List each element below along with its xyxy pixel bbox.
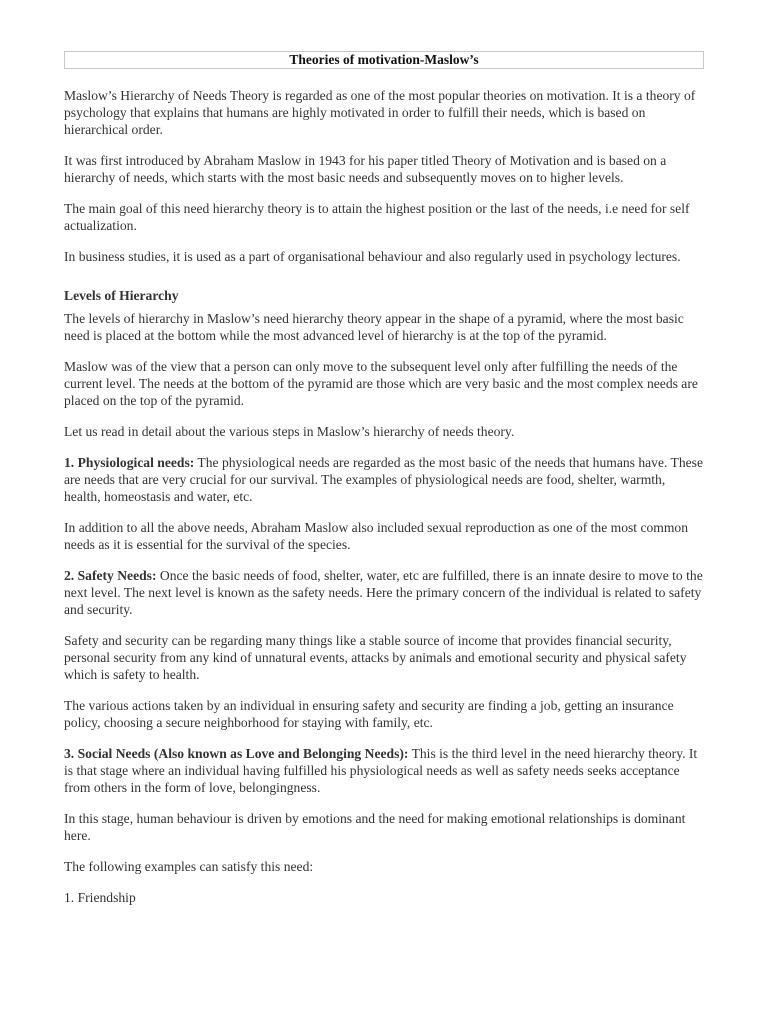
levels-paragraph-2: Maslow was of the view that a person can only move to the subsequent level only after fulfilling the needs of the current level. The needs at the bottom of the pyramid are those which are very basic and the most complex needs are placed on the top of the pyramid. (64, 359, 698, 408)
physiological-extra: In addition to all the above needs, Abraham Maslow also included sexual reproduction as one of the most common needs as it is essential for the survival of the species. (64, 520, 689, 552)
social-extra-1: In this stage, human behaviour is driven by emotions and the need for making emotional relationships is dominant here. (64, 811, 686, 843)
physiological-text: The physiological needs are regarded as the most basic of the needs that humans have. These are needs that are very crucial for our survival. The examples of physiological needs are food, shelter, warmth, health, homeostasis and water, etc. (64, 455, 704, 504)
physiological-label: 1. Physiological needs: (64, 455, 195, 470)
safety-text: Once the basic needs of food, shelter, water, etc are fulfilled, there is an innate desire to move to the next level. The next level is known as the safety needs. Here the primary concern of the individual is related to safety and security. (64, 568, 703, 617)
safety-extra-2: The various actions taken by an individual in ensuring safety and security are finding a job, getting an insurance policy, choosing a secure neighborhood for staying with family, etc. (64, 698, 674, 730)
levels-paragraph-1: The levels of hierarchy in Maslow’s need hierarchy theory appear in the shape of a pyramid, where the most basic need is placed at the bottom while the most advanced level of hierarchy is at the top of the pyramid. (64, 311, 684, 343)
safety-label: 2. Safety Needs: (64, 568, 157, 583)
levels-paragraph-3: Let us read in detail about the various steps in Maslow’s hierarchy of needs theory. (64, 424, 515, 439)
safety-paragraph (64, 567, 704, 618)
social-extra-2: The following examples can satisfy this need: (64, 859, 314, 874)
intro-paragraph-1: Maslow’s Hierarchy of Needs Theory is regarded as one of the most popular theories on motivation. It is a theory of psychology that explains that humans are highly motivated in order to fulfill their needs, which is based on hierarchical order. (64, 88, 696, 137)
intro-paragraph-3: The main goal of this need hierarchy theory is to attain the highest position or the last of the needs, i.e need for self actualization. (64, 201, 690, 233)
list-item: 1. Friendship (64, 890, 136, 905)
intro-paragraph-4: In business studies, it is used as a part of organisational behaviour and also regularly used in psychology lectures. (64, 249, 681, 264)
intro-paragraph-2: It was first introduced by Abraham Maslow in 1943 for his paper titled Theory of Motivation and is based on a hierarchy of needs, which starts with the most basic needs and subsequently moves on to higher levels. (64, 153, 667, 185)
social-text: This is the third level in the need hierarchy theory. It is that stage where an individual having fulfilled his physiological needs as well as safety needs seeks acceptance from others in the form of love, belongingness. (64, 746, 698, 795)
physiological-paragraph (64, 454, 704, 505)
safety-extra-1: Safety and security can be regarding many things like a stable source of income that provides financial security, personal security from any kind of unnatural events, attacks by animals and emotional security and physical safety which is safety to health. (64, 633, 687, 682)
social-label: 3. Social Needs (Also known as Love and Belonging Needs): (64, 746, 409, 761)
social-paragraph (64, 745, 704, 796)
document-page (64, 51, 704, 920)
document-title: Theories of motivation-Maslow’s (64, 51, 704, 69)
levels-heading: Levels of Hierarchy (64, 288, 179, 303)
